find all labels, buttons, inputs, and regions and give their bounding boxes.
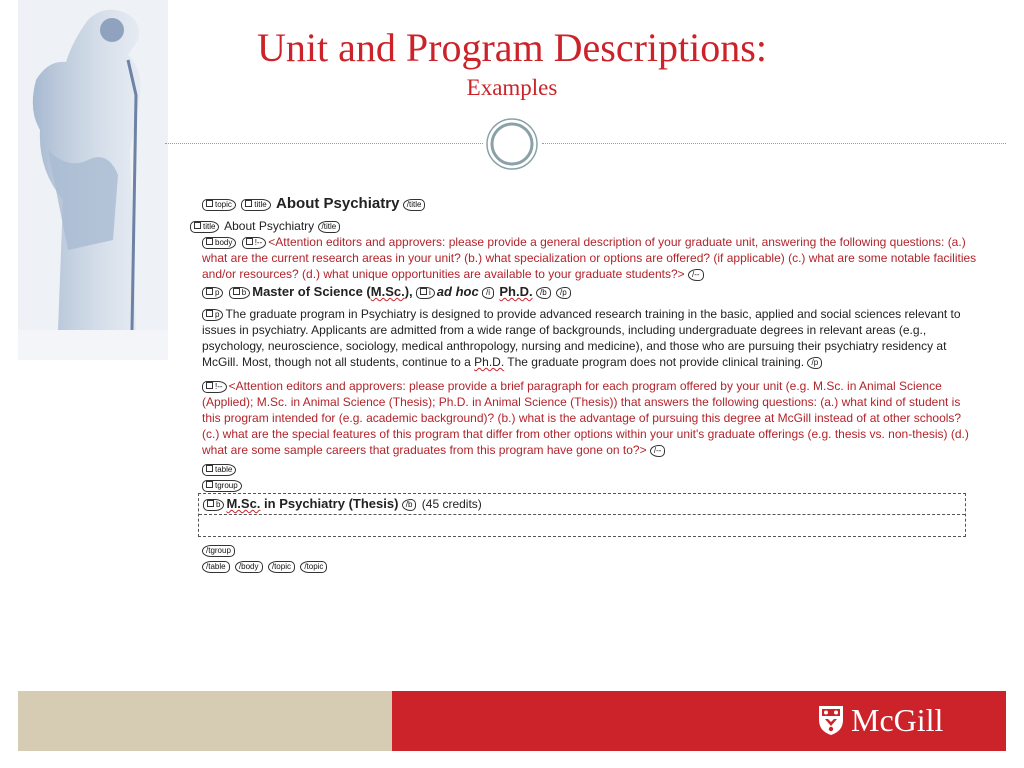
tag-close-topic[interactable]: /topic — [268, 561, 295, 573]
tag-p[interactable]: p — [202, 309, 223, 321]
table-cell-box[interactable] — [198, 493, 966, 537]
mcgill-wordmark: McGill — [851, 702, 944, 738]
paragraph-phd: Ph.D. — [474, 355, 505, 369]
degree-text: Master of Science (M.Sc.), — [252, 284, 413, 299]
phd-text: Ph.D. — [499, 284, 533, 299]
degrees-line — [202, 284, 980, 300]
tag-p[interactable]: p — [202, 287, 223, 299]
tag-close-b[interactable]: /b — [536, 287, 551, 299]
table-row — [199, 494, 965, 515]
footer-beige-band — [18, 691, 392, 751]
tag-close-topic[interactable]: /topic — [300, 561, 327, 573]
adhoc-text: ad hoc — [436, 284, 479, 299]
attention-comment-unit — [202, 234, 980, 282]
program-credits: (45 credits) — [421, 497, 482, 511]
slide-subtitle: Examples — [466, 75, 558, 100]
divider-left — [165, 143, 483, 144]
mcgill-logo — [817, 702, 943, 738]
tag-body[interactable]: body — [202, 237, 236, 249]
tag-b[interactable]: b — [229, 287, 250, 299]
tag-close-tgroup[interactable]: /tgroup — [202, 545, 235, 557]
close-tgroup-line — [202, 542, 980, 558]
title-line — [190, 218, 980, 234]
tgroup-line — [202, 477, 980, 493]
title-text: About Psychiatry — [224, 219, 315, 233]
attention-comment-program — [202, 378, 980, 458]
tag-topic[interactable]: topic — [202, 199, 236, 211]
paragraph-text-end: The graduate program does not provide clinical training. — [507, 355, 805, 369]
paragraph-text: The graduate program in Psychiatry is designed to provide advanced research training in the basic, applied and social sciences relevant to issues in psychiatry. Applicants are admitted from a wide range of backgrounds, including undergraduate degrees in relevant areas (e.g., psychology, neuroscience, sociology, medical anthropology, nursing and medicine), and those who are pursuing their psychiatry residency at McGill. Most, though not all students, continue to a — [202, 307, 961, 369]
topic-heading-line — [202, 196, 980, 212]
tag-comment[interactable]: !-- — [242, 237, 267, 249]
tag-close-p[interactable]: /p — [807, 357, 822, 369]
tag-comment[interactable]: !-- — [202, 381, 227, 393]
tag-close-body[interactable]: /body — [235, 561, 263, 573]
tag-close-b[interactable]: /b — [402, 499, 417, 511]
tag-b[interactable]: b — [203, 499, 224, 511]
slide-title: Unit and Program Descriptions: — [257, 25, 767, 70]
table-line — [202, 461, 980, 477]
tag-table[interactable]: table — [202, 464, 236, 476]
tag-title[interactable]: title — [241, 199, 270, 211]
topic-title-text: About Psychiatry — [276, 195, 400, 212]
program-paragraph — [202, 306, 980, 370]
tag-close-p[interactable]: /p — [556, 287, 571, 299]
tag-close-title[interactable]: /title — [403, 199, 426, 211]
closing-tags-line — [202, 558, 980, 574]
tag-i[interactable]: i — [416, 287, 435, 299]
attention-text-program: <Attention editors and approvers: please provide a brief paragraph for each program offered by your unit (e.g. M.Sc. in Animal Science (Applied); M.Sc. in Animal Science (Thesis); Ph.D. in Animal Science (Thesis)) that answers the following questions: (a.) what kind of student is this program intended for (e.g. academic background)? (b.) what is the advantage of pursuing this degree at McGill instead of at other schools? (c.) what are the special features of this program that differ from other options within your unit's graduate offerings (e.g. thesis vs. non-thesis) (d.) what are some sample careers that graduates from this program have gone on to?> — [202, 379, 969, 457]
divider-right — [542, 143, 1006, 144]
tag-close-title[interactable]: /title — [318, 221, 341, 233]
mcgill-shield-icon — [817, 704, 845, 736]
program-title: M.Sc. in Psychiatry (Thesis) — [226, 496, 399, 511]
tag-close-i[interactable]: /i — [482, 287, 494, 299]
tag-tgroup[interactable]: tgroup — [202, 480, 242, 492]
tag-close-comment[interactable]: /-- — [688, 269, 704, 281]
tag-close-table[interactable]: /table — [202, 561, 230, 573]
attention-text-unit: <Attention editors and approvers: please provide a general description of your graduate unit, answering the following questions: (a.) what are the current research areas in your unit? (b.) what specialization or options are offered? (if applicable) (c.) what are some notable facilities and/or resources? (d.) what unique opportunities are available to your graduate students?> — [202, 235, 977, 281]
xml-editor-content — [190, 196, 980, 574]
tag-title[interactable]: title — [190, 221, 219, 233]
circle-ornament — [485, 117, 539, 171]
tag-close-comment[interactable]: /-- — [650, 445, 666, 457]
